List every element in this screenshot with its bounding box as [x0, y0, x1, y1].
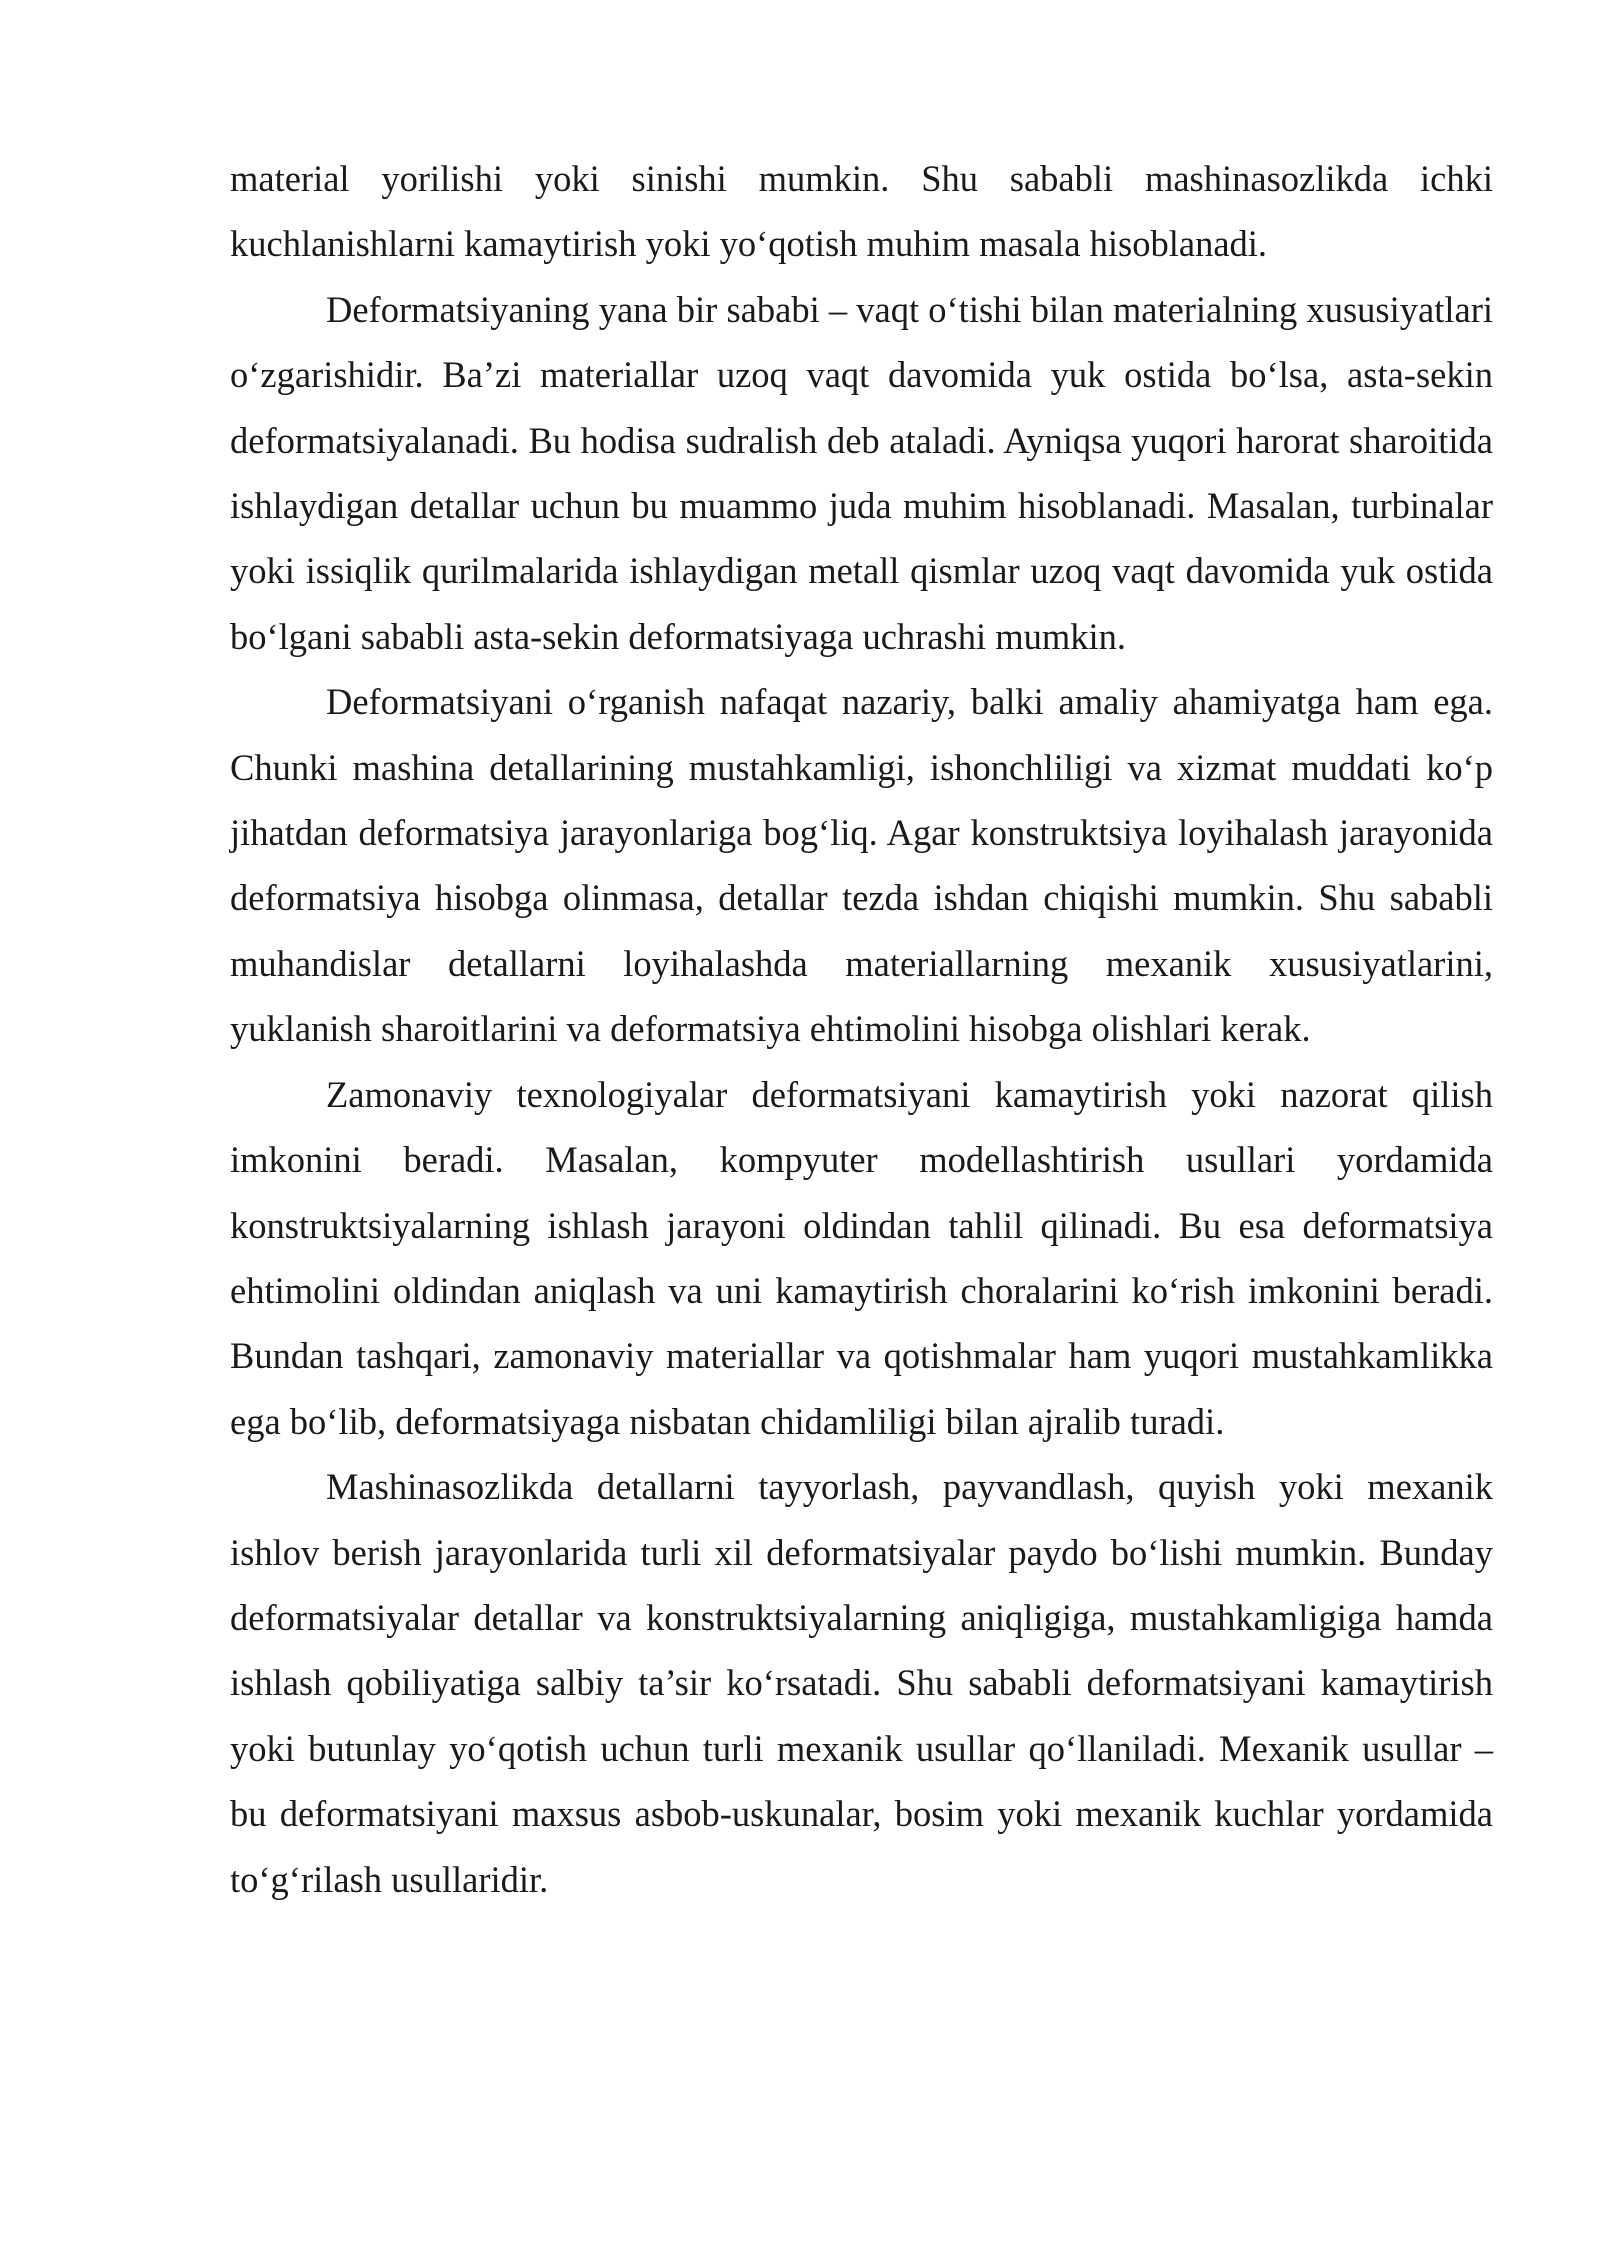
paragraph-2: Deformatsiyaning yana bir sababi – vaqt o‘tishi bilan materialning xususiyatlari o‘zgarishidir. Ba’zi materiallar uzoq vaqt davomida yuk ostida bo‘lsa, asta-sekin deformatsiyalanadi. Bu hodisa sudralish deb ataladi. Ayniqsa yuqori harorat sharoitida ishlaydigan detallar uchun bu muammo juda muhim hisoblanadi. Masalan, turbinalar yoki issiqlik qurilmalarida ishlaydigan metall qismlar uzoq vaqt davomida yuk ostida bo‘lgani sababli asta-sekin deformatsiyaga uchrashi mumkin. — [230, 288, 1493, 657]
paragraph-5: Mashinasozlikda detallarni tayyorlash, payvandlash, quyish yoki mexanik ishlov berish jarayonlarida turli xil deformatsiyalar paydo bo‘lishi mumkin. Bunday deformatsiyalar detallar va konstruktsiyalarning aniqligiga, mustahkamligiga hamda ishlash qobiliyatiga salbiy ta’sir ko‘rsatadi. Shu sababli deformatsiyani kamaytirish yoki butunlay yo‘qotish uchun turli mexanik usullar qo‘llaniladi. Mexanik usullar – bu deformatsiyani maxsus asbob-uskunalar, bosim yoki mexanik kuchlar yordamida to‘g‘rilash usullaridir. — [230, 1466, 1493, 1900]
paragraph-4: Zamonaviy texnologiyalar deformatsiyani kamaytirish yoki nazorat qilish imkonini beradi. Masalan, kompyuter modellashtirish usullari yordamida konstruktsiyalarning ishlash jarayoni oldindan tahlil qilinadi. Bu esa deformatsiya ehtimolini oldindan aniqlash va uni kamaytirish choralarini ko‘rish imkonini beradi. Bundan tashqari, zamonaviy materiallar va qotishmalar ham yuqori mustahkamlikka ega bo‘lib, deformatsiyaga nisbatan chidamliligi bilan ajralib turadi. — [230, 1073, 1493, 1442]
paragraph-1: material yorilishi yoki sinishi mumkin. Shu sababli mashinasozlikda ichki kuchlanishlarni kamaytirish yoki yo‘qotish muhim masala hisoblanadi. — [230, 158, 1493, 265]
document-page — [230, 146, 1493, 1912]
paragraph-3: Deformatsiyani o‘rganish nafaqat nazariy, balki amaliy ahamiyatga ham ega. Chunki mashina detallarining mustahkamligi, ishonchliligi va xizmat muddati ko‘p jihatdan deformatsiya jarayonlariga bog‘liq. Agar konstruktsiya loyihalash jarayonida deformatsiya hisobga olinmasa, detallar tezda ishdan chiqishi mumkin. Shu sababli muhandislar detallarni loyihalashda materiallarning mexanik xususiyatlarini, yuklanish sharoitlarini va deformatsiya ehtimolini hisobga olishlari kerak. — [230, 681, 1493, 1050]
